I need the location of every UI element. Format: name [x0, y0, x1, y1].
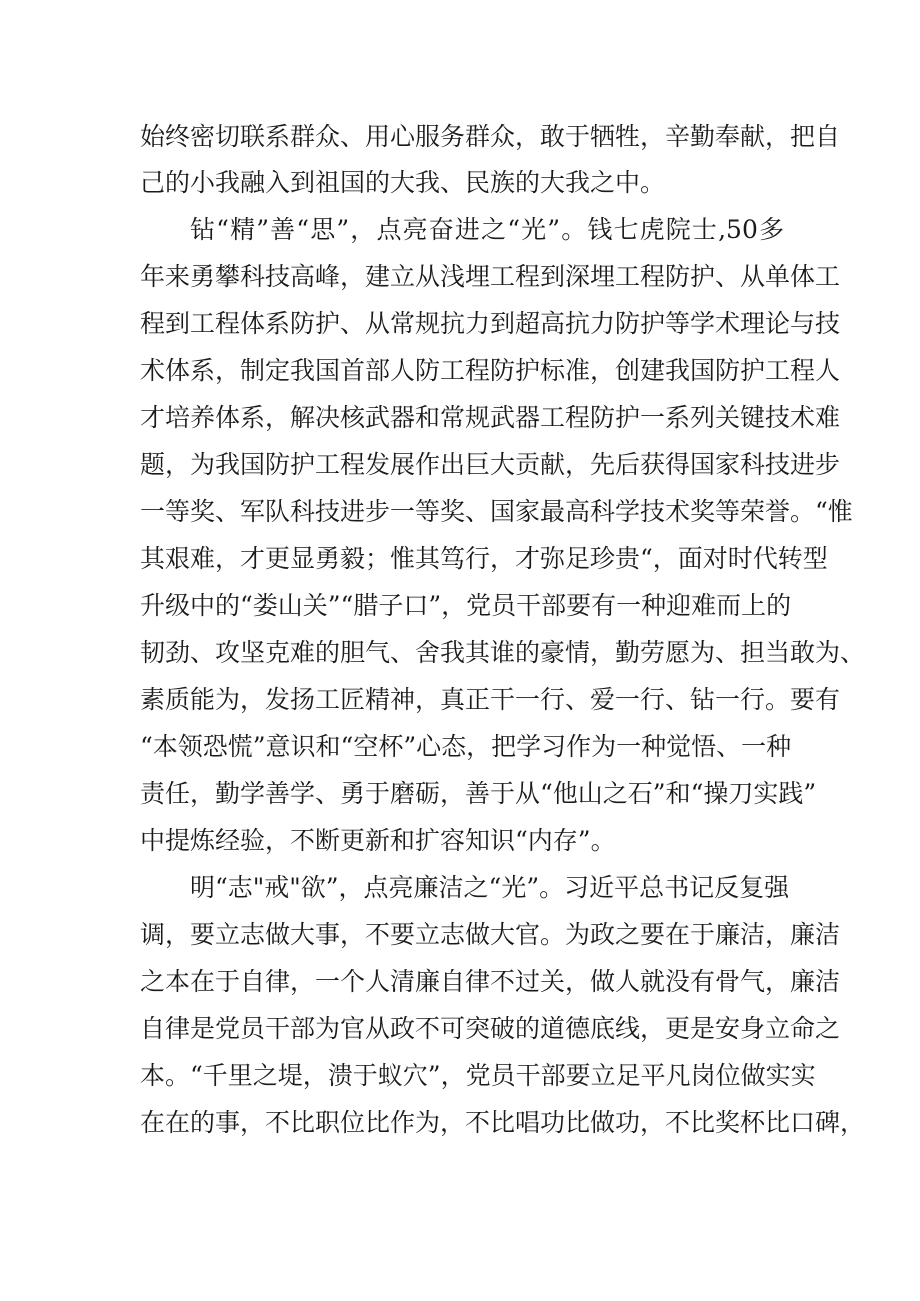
- text-line: 在在的事，不比职位比作为，不比唱功比做功，不比奖杯比口碑，: [140, 1108, 866, 1137]
- paragraph-start-line: 明“志"戒"欲”，点亮廉洁之“光”。习近平总书记反复强: [190, 873, 790, 902]
- text-line: 一等奖、军队科技进步一等奖、国家最高科学技术奖等荣誉。“惟: [140, 497, 853, 526]
- text-line: 升级中的“娄山关”“腊子口”，党员干部要有一种迎难而上的: [140, 591, 792, 620]
- paragraph-start-line: 钻“精”善“思”，点亮奋进之“光”。钱七虎院士,50多: [190, 215, 784, 244]
- text-line: 自律是党员干部为官从政不可突破的道德底线，更是安身立命之: [140, 1014, 841, 1043]
- text-line: 题，为我国防护工程发展作出巨大贡献，先后获得国家科技进步: [140, 450, 841, 479]
- text-line: 韧劲、攻坚克难的胆气、舍我其谁的豪情，勤劳愿为、担当敢为、: [140, 638, 866, 667]
- text-line: 其艰难，才更显勇毅；惟其笃行，才弥足珍贵“，面对时代转型: [140, 544, 828, 573]
- text-line: 本。“千里之堤，溃于蚁穴”，党员干部要立足平凡岗位做实实: [140, 1061, 816, 1090]
- text-line: 之本在于自律，一个人清廉自律不过关，做人就没有骨气，廉洁: [140, 967, 841, 996]
- text-line: 年来勇攀科技高峰，建立从浅埋工程到深埋工程防护、从单体工: [140, 262, 841, 291]
- text-line: 责任，勤学善学、勇于磨砺，善于从“他山之石”和“操刀实践”: [140, 779, 817, 808]
- text-line: 程到工程体系防护、从常规抗力到超高抗力防护等学术理论与技: [140, 309, 841, 338]
- text-line: 调，要立志做大事，不要立志做大官。为政之要在于廉洁，廉洁: [140, 920, 841, 949]
- text-line: 始终密切联系群众、用心服务群众，敢于牺牲，辛勤奉献，把自: [140, 122, 841, 151]
- text-line: 才培养体系，解决核武器和常规武器工程防护一系列关键技术难: [140, 403, 841, 432]
- text-line: 己的小我融入到祖国的大我、民族的大我之中。: [140, 168, 666, 197]
- text-line: 术体系，制定我国首部人防工程防护标准，创建我国防护工程人: [140, 356, 841, 385]
- text-line: 素质能为，发扬工匠精神，真正干一行、爱一行、钻一行。要有: [140, 685, 841, 714]
- text-line: “本领恐慌”意识和“空杯”心态，把学习作为一种觉悟、一种: [140, 732, 792, 761]
- text-line: 中提炼经验，不断更新和扩容知识“内存”。: [140, 826, 616, 855]
